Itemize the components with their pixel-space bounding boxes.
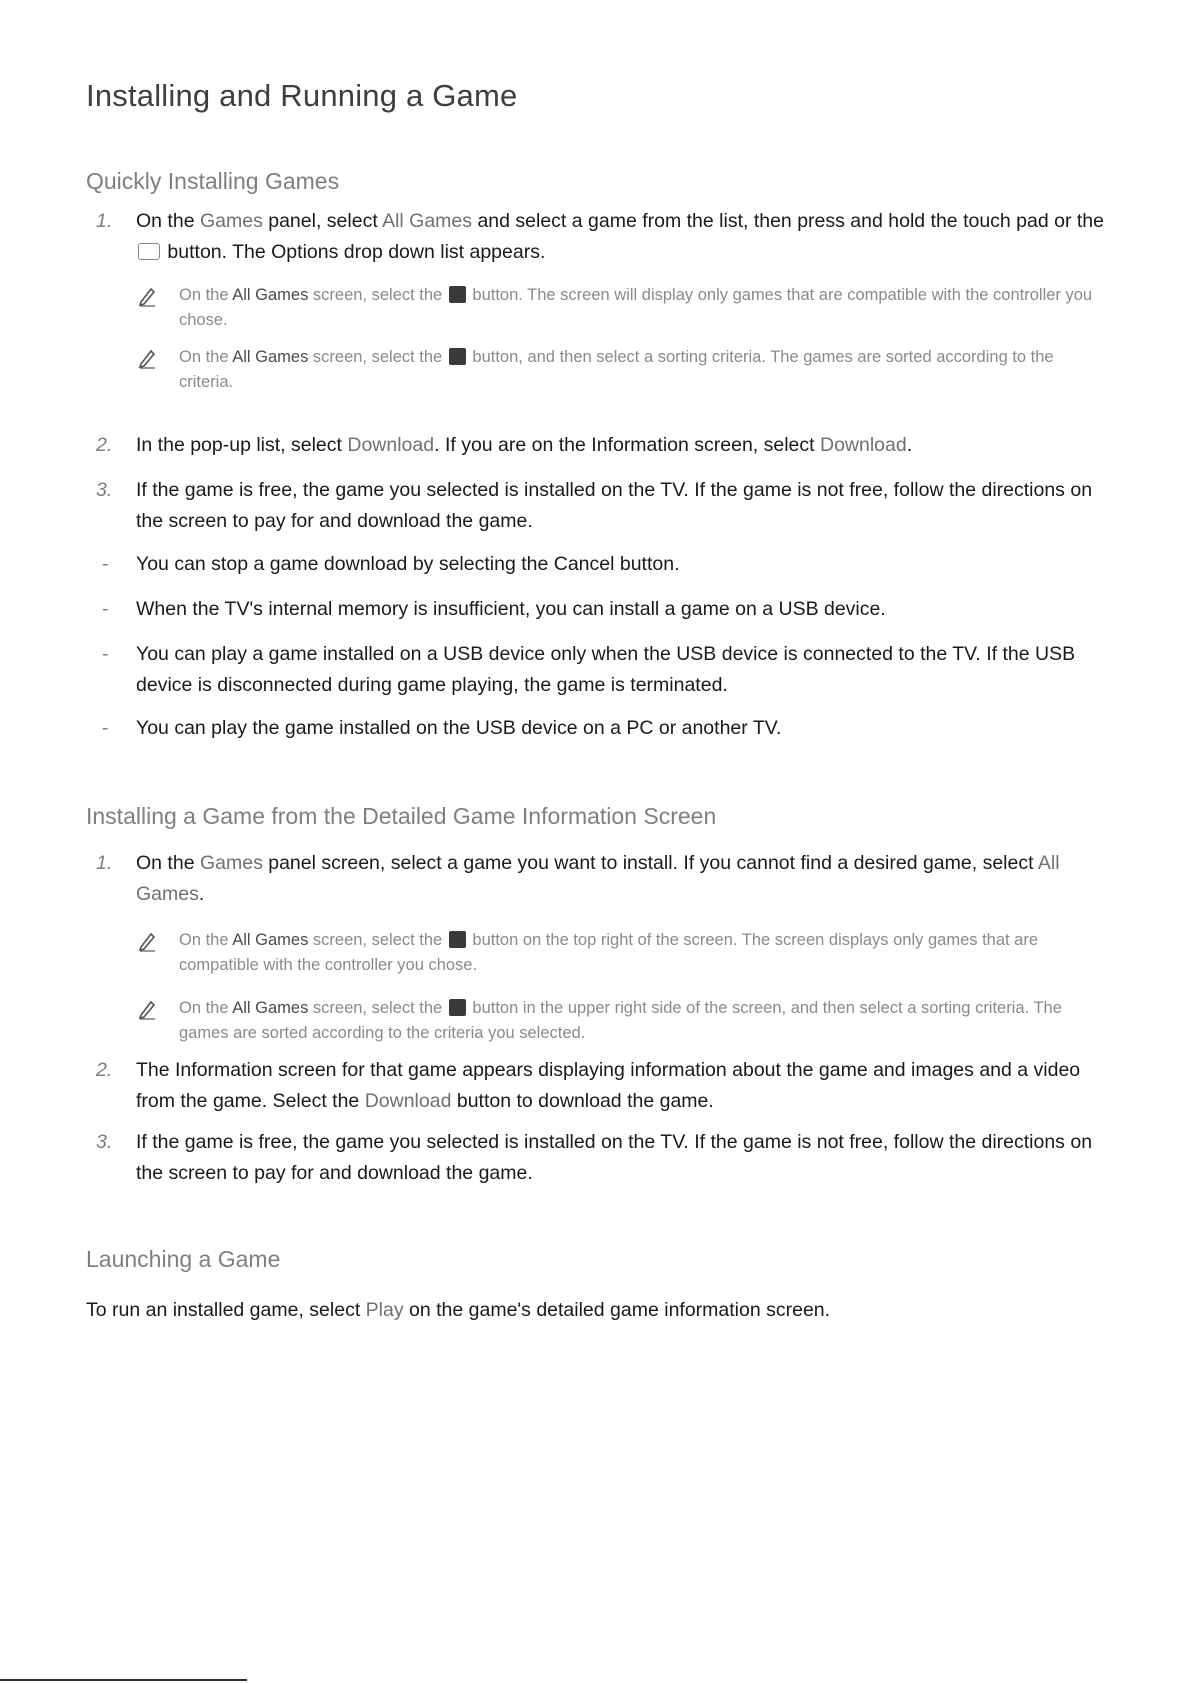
menu-button-icon: [449, 348, 466, 365]
step-number: 2.: [96, 1059, 113, 1081]
step-2: [86, 430, 1116, 461]
step-text: If the game is free, the game you selected is installed on the TV. If the game is not free, follow the directions on the screen to pay for and download the game.: [136, 1131, 1093, 1184]
pencil-icon: [136, 285, 158, 307]
step-3: [86, 1127, 1116, 1189]
step-3: [86, 475, 1116, 537]
page-title: Installing and Running a Game: [86, 78, 518, 113]
footer-rule: [0, 1679, 247, 1681]
paragraph: To run an installed game, select Play on the game's detailed game information screen.: [86, 1299, 831, 1321]
step-number: 2.: [96, 434, 113, 456]
controller-button-icon: [449, 286, 466, 303]
ui-term-games: Games: [199, 210, 263, 232]
menu-button-icon: [449, 999, 466, 1016]
step-number: 3.: [96, 1131, 113, 1153]
note: On the All Games screen, select the button in the upper right side of the screen, and then select a sorting criteria. The games are sorted according to the criteria you selected.: [136, 996, 1096, 1046]
step-text: If the game is free, the game you selected is installed on the TV. If the game is not free, follow the directions on the screen to pay for and download the game.: [136, 479, 1093, 532]
pencil-icon: [136, 347, 158, 369]
pencil-icon: [136, 998, 158, 1020]
list-item: - You can play a game installed on a USB device only when the USB device is connected to the TV. If the USB device is disconnected during game playing, the game is terminated.: [102, 643, 1076, 696]
note: On the All Games screen, select the button, and then select a sorting criteria. The games are sorted according to the criteria.: [136, 345, 1096, 395]
step-number: 3.: [96, 479, 113, 501]
step-text: On the Games panel, select All Games and select a game from the list, then press and hold the touch pad or the button. The Options drop down list appears.: [136, 210, 1105, 263]
section-heading-launch: Launching a Game: [86, 1246, 281, 1272]
step-2: [86, 1055, 1116, 1117]
step-text: On the Games panel screen, select a game you want to install. If you cannot find a desired game, select All Games.: [136, 852, 1060, 905]
note: On the All Games screen, select the button on the top right of the screen. The screen displays only games that are compatible with the controller you chose.: [136, 928, 1096, 978]
tools-button-icon: [138, 243, 160, 260]
step-1: [86, 206, 1116, 268]
step-text: The Information screen for that game appears displaying information about the game and images and a video from the game. Select the Download button to download the game.: [136, 1059, 1081, 1112]
step-1: [86, 848, 1116, 910]
step-text: In the pop-up list, select Download. If you are on the Information screen, select Download.: [136, 434, 913, 456]
section-heading-quick-install: Quickly Installing Games: [86, 168, 340, 194]
pencil-icon: [136, 930, 158, 952]
step-number: 1.: [96, 852, 113, 874]
ui-term-all-games: All Games: [382, 210, 473, 232]
section-heading-detailed-install: Installing a Game from the Detailed Game Information Screen: [86, 803, 717, 829]
list-item: - You can stop a game download by selecting the Cancel button.: [102, 553, 680, 575]
list-item: - You can play the game installed on the USB device on a PC or another TV.: [102, 717, 782, 739]
list-item: - When the TV's internal memory is insufficient, you can install a game on a USB device.: [102, 598, 886, 620]
note: On the All Games screen, select the button. The screen will display only games that are compatible with the controller you chose.: [136, 283, 1096, 333]
controller-button-icon: [449, 931, 466, 948]
step-number: 1.: [96, 210, 113, 232]
